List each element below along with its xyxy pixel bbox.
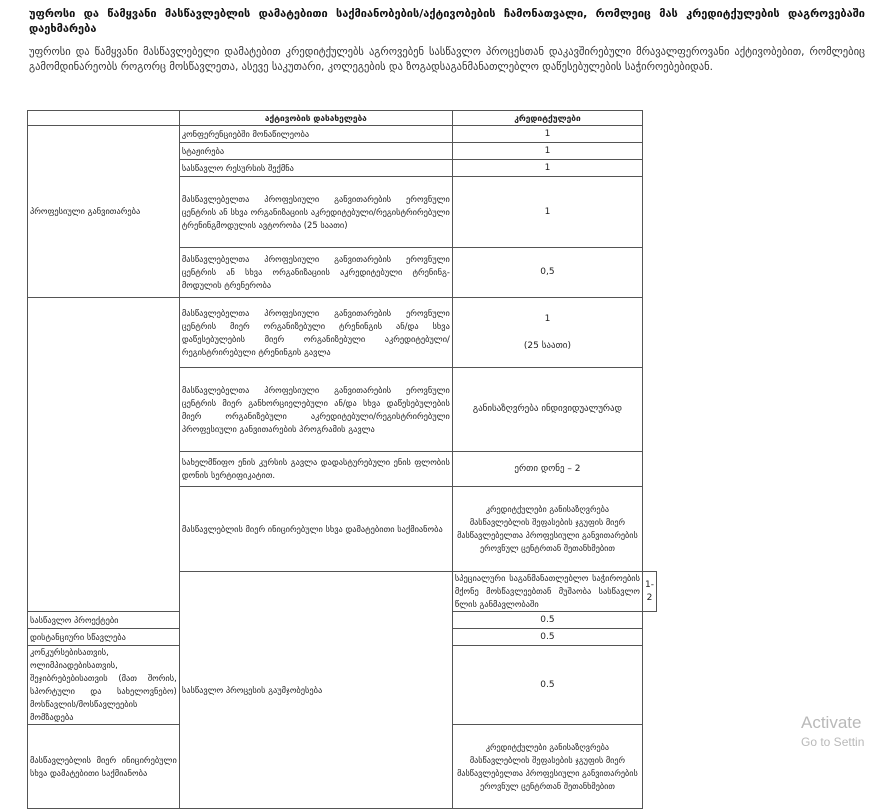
intro-paragraph: უფროსი და წამყვანი მასწავლებელი დამატებით კრედიტქულებს აგროვებენ სასწავლო პროცესთან დაკავშირებული მრავალფეროვანი აქტივობებით, რომლებიც გამომდინარეობს როგორც მოსწავლეთა, ასევე საკუთარი, კოლეგების და ზოგადსაგანმანათლებლო დაწესებულების საჭიროებებიდან. [29,46,865,73]
credit-cell: 0.5 [452,612,642,629]
header-empty-cell [28,111,180,126]
activity-cell: სპეციალური საგანმანათლებლო საჭიროების მქონე მოსწავლეებთან მუშაობა სასწავლო წლის განმავლობაში [452,572,642,612]
credits-table [27,110,657,809]
credit-cell: 1 [452,126,642,143]
table-row [28,298,657,368]
watermark-subtitle: Go to Settin [801,735,865,749]
activity-cell: სახელმწიფო ენის კურსის გავლა დადასტურებული ენის ფლობის დონის სერტიფიკატით. [179,452,452,487]
activity-cell: კონკურსებისათვის, ოლიმპიადებისათვის, შეჯიბრებებისათვის (მათ შორის, სპორტული და სახელოვნებო) მოსწავლის/მოსწავლეების მომზადება [28,646,180,725]
page-content [29,6,865,86]
table-row [28,126,657,143]
activity-cell: სასწავლო პროექტები [28,612,180,629]
credit-cell [452,298,642,368]
group-cell-learning-improvement: სასწავლო პროცესის გაუმჯობესება [179,572,452,809]
header-credits: კრედიტქულები [452,111,642,126]
group-cell-empty [28,298,180,612]
header-activity: აქტივობის დასახელება [179,111,452,126]
credit-cell: 0.5 [452,646,642,725]
credit-cell: ერთი დონე – 2 [452,452,642,487]
activity-cell: მასწავლებელთა პროფესიული განვითარების ეროვნული ცენტრის ან სხვა ორგანიზაციის აკრედიტებული/რეგისტრირებული ტრენინგმოდულის ავტორობა (25 საათი) [179,177,452,248]
activity-cell: მასწავლებელთა პროფესიული განვითარების ეროვნული ცენტრის ან სხვა ორგანიზაციის აკრედიტებული ტრენინგ-მოდულის ტრენერობა [179,248,452,298]
windows-activation-watermark [801,712,864,750]
activity-cell: მასწავლებელთა პროფესიული განვითარების ეროვნული ცენტრის მიერ განხორციელებული ან/და სხვა დაწესებულების მიერ ორგანიზებული აკრედიტებული/რეგისტრირებული პროფესიული განვითარების პროგრამის გავლა [179,368,452,452]
credit-value: 1 [544,313,551,324]
credit-cell: 0.5 [452,629,642,646]
table-header-row [28,111,657,126]
activity-cell: კონფერენციებში მონაწილეობა [179,126,452,143]
credit-cell: 1-2 [643,572,657,612]
page-heading: უფროსი და წამყვანი მასწავლებლის დამატებითი საქმიანობების/აქტივობების ჩამონათვალი, რომლეიც მას კრედიტქულების დაგროვებაში დაეხმარება [29,7,865,35]
credit-cell: 1 [452,160,642,177]
credit-cell: კრედიტქულები განისაზღვრება მასწავლებლის შეფასების ჯგუფის მიერ მასწავლებელთა პროფესიული განვითარების ეროვნულ ცენტრთან შეთანხმებით [452,725,642,809]
credit-cell: 0,5 [452,248,642,298]
credit-note: (25 საათი) [523,340,571,351]
group-cell-professional-development: პროფესიული განვითარება [28,126,180,298]
activity-cell: სტაჟირება [179,143,452,160]
activity-cell: მასწავლებელთა პროფესიული განვითარების ეროვნული ცენტრის მიერ ორგანიზებული ტრენინგის ან/და სხვა დაწესებულების მიერ ორგანიზებული აკრედიტებული/რეგისტრირებული ტრენინგის გავლა [179,298,452,368]
watermark-title: Activate [801,713,862,732]
credit-cell: 1 [452,177,642,248]
activity-cell: მასწავლებლის მიერ ინიცირებული სხვა დამატებითი საქმიანობა [28,725,180,809]
credit-cell: 1 [452,143,642,160]
activity-cell: დისტანციური სწავლება [28,629,180,646]
credit-cell: კრედიტქულები განისაზღვრება მასწავლებლის შეფასების ჯგუფის მიერ მასწავლებელთა პროფესიული განვითარების ეროვნულ ცენტრთან შეთანხმებით [452,487,642,572]
credit-cell: განისაზღვრება ინდივიდუალურად [452,368,642,452]
activity-cell: მასწავლებლის მიერ ინიცირებული სხვა დამატებითი საქმიანობა [179,487,452,572]
activity-cell: სასწავლო რესურსის შექმნა [179,160,452,177]
